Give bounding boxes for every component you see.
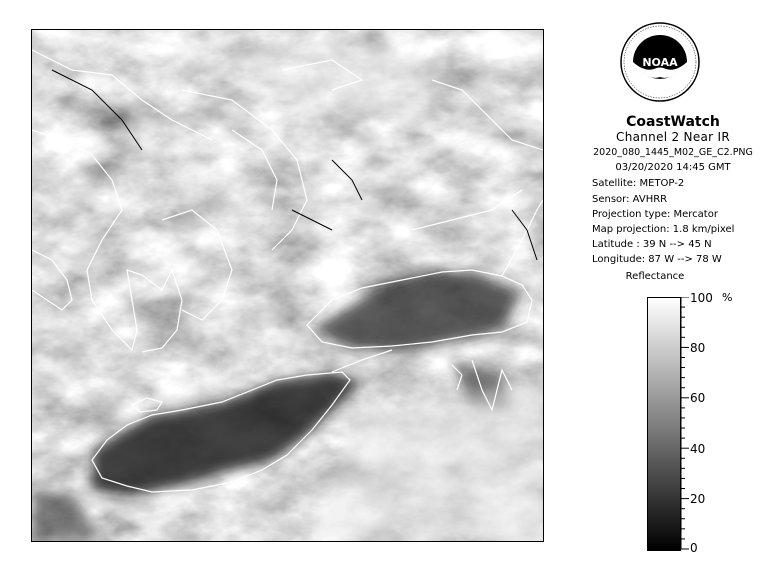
satellite-map [31, 29, 544, 542]
datetime-label: 03/20/2020 14:45 GMT [615, 162, 731, 173]
colorbar-tick-label: 100 [690, 291, 713, 305]
longitude-label: Longitude: 87 W --> 78 W [592, 254, 722, 265]
colorbar-tick-label: 40 [690, 442, 706, 456]
colorbar-tick-label: 60 [690, 391, 706, 405]
logo-text: NOAA [642, 56, 678, 69]
colorbar-unit: % [722, 291, 733, 304]
sensor-label: Sensor: AVHRR [592, 194, 668, 205]
filename-label: 2020_080_1445_M02_GE_C2.PNG [593, 147, 753, 158]
map-projection-label: Map projection: 1.8 km/pixel [592, 224, 735, 235]
colorbar-title: Reflectance [625, 271, 685, 282]
colorbar [647, 297, 681, 551]
colorbar-tick-label: 0 [690, 541, 698, 555]
satellite-label: Satellite: METOP-2 [592, 178, 685, 189]
channel-label: Channel 2 Near IR [616, 130, 730, 144]
brand-title: CoastWatch [626, 114, 720, 130]
noaa-logo-icon [620, 22, 700, 102]
map-canvas [32, 30, 543, 541]
latitude-label: Latitude : 39 N --> 45 N [592, 239, 712, 250]
colorbar-tick-label: 80 [690, 341, 706, 355]
projection-type-label: Projection type: Mercator [592, 209, 718, 220]
colorbar-tick-label: 20 [690, 492, 706, 506]
colorbar-axis [680, 297, 740, 551]
